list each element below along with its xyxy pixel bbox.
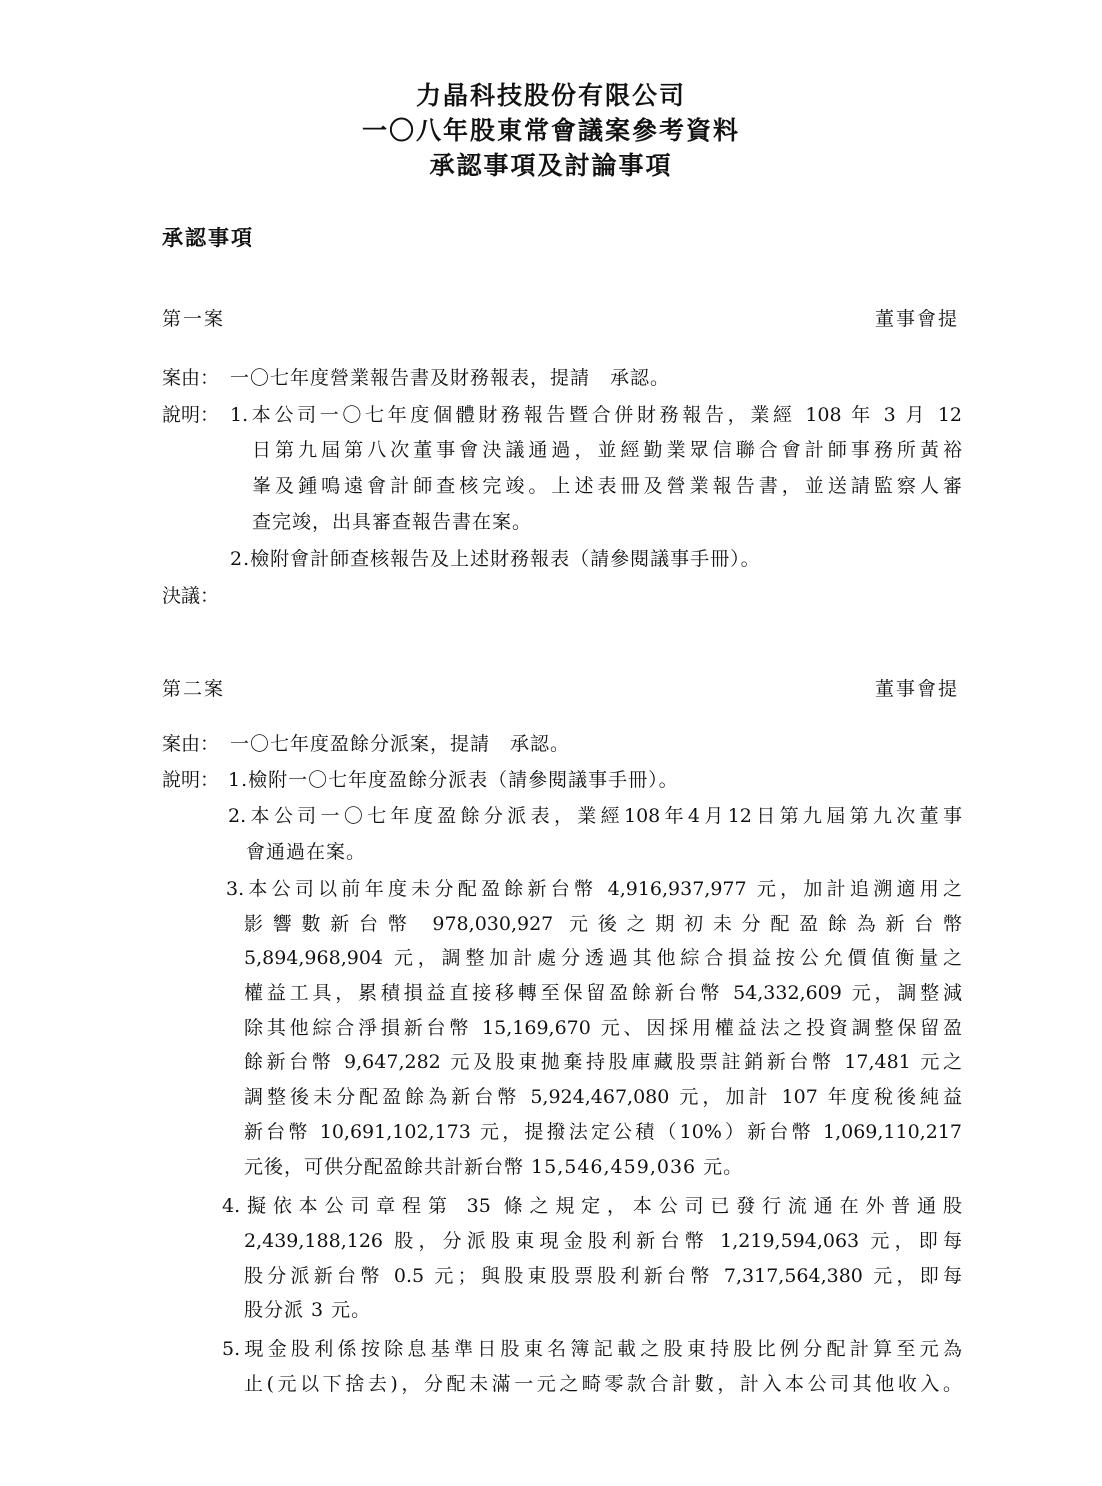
case2-item4-line1: 4.擬依本公司章程第 35 條之規定，本公司已發行流通在外普通股 (222, 1195, 962, 1217)
case2-item4-line4: 股分派 3 元。 (244, 1299, 372, 1321)
case2-item3-line8: 新台幣 10,691,102,173 元，提撥法定公積（10%）新台幣 1,069,110,217 (244, 1121, 962, 1143)
meeting-title: 一〇八年股東常會議案參考資料 (361, 116, 740, 145)
case2-explain-label: 說明： (162, 769, 220, 791)
case1-item1-line2: 日第九屆第八次董事會決議通過，並經勤業眾信聯合會計師事務所黃裕 (252, 439, 962, 461)
case2-item3-line2: 影響數新台幣 978,030,927 元後之期初未分配盈餘為新台幣 (244, 913, 962, 935)
case1-number: 第一案 (162, 308, 226, 330)
case2-item2-line2: 會通過在案。 (246, 841, 367, 863)
case1-reason-label: 案由： (162, 367, 220, 389)
section-heading: 承認事項 (162, 226, 254, 250)
case2-item3-line4: 權益工具，累積損益直接移轉至保留盈餘新台幣 54,332,609 元，調整減 (244, 982, 962, 1004)
case2-item1: 1.檢附一〇七年度盈餘分派表（請參閱議事手冊）。 (228, 769, 679, 791)
case2-proposer: 董事會提 (874, 678, 959, 700)
case1-item1-line1: 1.本公司一〇七年度個體財務報告暨合併財務報告，業經 108 年 3 月 12 (230, 404, 962, 426)
case1-explain-label: 說明： (162, 404, 220, 426)
case1-item1-line4: 查完竣，出具審查報告書在案。 (252, 511, 533, 533)
case2-item3-line3: 5,894,968,904 元，調整加計處分透過其他綜合損益按公允價值衡量之 (244, 947, 962, 969)
case1-item1-line3: 峯及鍾鳴遠會計師查核完竣。上述表冊及營業報告書，並送請監察人審 (252, 475, 962, 497)
case1-resolution-label: 決議： (162, 585, 220, 607)
case2-item3-line6: 餘新台幣 9,647,282 元及股東拋棄持股庫藏股票註銷新台幣 17,481 元之 (244, 1051, 962, 1073)
document-subtitle: 承認事項及討論事項 (429, 151, 673, 180)
case2-item5-line2: 止(元以下捨去)，分配未滿一元之畸零款合計數，計入本公司其他收入。 (244, 1373, 962, 1395)
case2-item3-line5: 除其他綜合淨損新台幣 15,169,670 元、因採用權益法之投資調整保留盈 (244, 1017, 962, 1039)
case2-reason-label: 案由： (162, 733, 220, 755)
case2-item5-line1: 5.現金股利係按除息基準日股東名簿記載之股東持股比例分配計算至元為 (222, 1338, 962, 1360)
case1-proposer: 董事會提 (874, 308, 959, 330)
case1-item2: 2.檢附會計師查核報告及上述財務報表（請參閱議事手冊）。 (230, 548, 761, 570)
case2-item4-line2: 2,439,188,126 股，分派股東現金股利新台幣 1,219,594,063 元，即每 (244, 1230, 962, 1252)
case2-header (162, 674, 959, 701)
case2-item4-line3: 股分派新台幣 0.5 元；與股東股票股利新台幣 7,317,564,380 元，即每 (244, 1265, 962, 1287)
case2-reason: 一〇七年度盈餘分派案，提請 承認。 (230, 733, 571, 755)
case2-number: 第二案 (162, 678, 226, 700)
company-name: 力晶科技股份有限公司 (415, 81, 686, 110)
title-block (0, 78, 1102, 183)
case2-item3-line7: 調整後未分配盈餘為新台幣 5,924,467,080 元，加計 107 年度稅後純益 (244, 1086, 962, 1108)
case1-header (162, 304, 959, 331)
case2-item3-line1: 3.本公司以前年度未分配盈餘新台幣 4,916,937,977 元，加計追溯適用之 (226, 878, 962, 900)
case2-item3-line9: 元後，可供分配盈餘共計新台幣 15,546,459,036 元。 (244, 1156, 744, 1178)
case1-reason: 一〇七年度營業報告書及財務報表，提請 承認。 (230, 367, 671, 389)
case2-item2-line1: 2.本公司一〇七年度盈餘分派表，業經108年4月12日第九屆第九次董事 (228, 805, 962, 827)
